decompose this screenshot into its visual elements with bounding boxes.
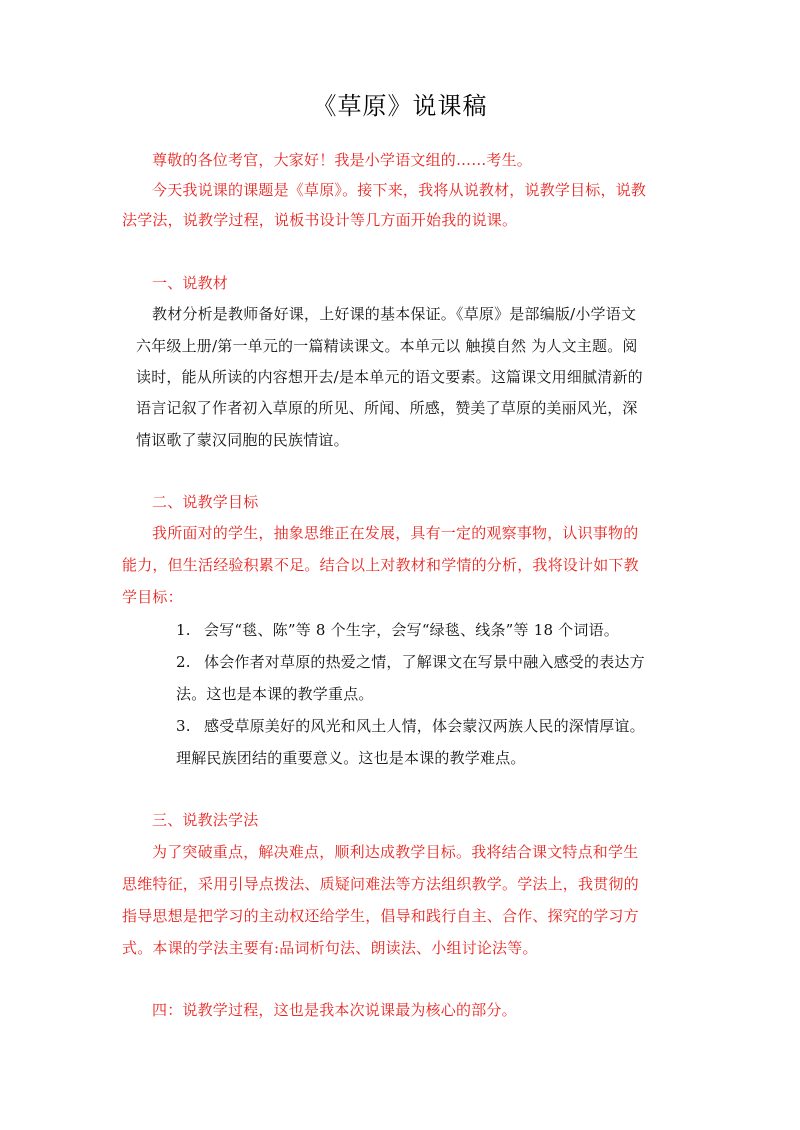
goal-item-1	[176, 620, 619, 640]
intro-line-2: 今天我说课的课题是《草原》。接下来，我将从说教材，说教学目标，说教	[152, 181, 647, 199]
section-2-line-1: 我所面对的学生，抽象思维正在发展，具有一定的观察事物，认识事物的	[152, 524, 639, 542]
section-2-heading: 二、说教学目标	[152, 493, 259, 511]
section-4-heading: 四：说教学过程，这也是我本次说课最为核心的部分。	[152, 1001, 517, 1019]
goal-item-3-cont: 理解民族团结的重要意义。这也是本课的教学难点。	[176, 749, 526, 767]
goal-item-2	[176, 652, 645, 672]
section-1-line-2: 六年级上册/第一单元的一篇精读课文。本单元以 触摸自然 为人文主题。阅	[136, 337, 638, 355]
section-1-line-4: 语言记叙了作者初入草原的所见、所闻、所感，赞美了草原的美丽风光，深	[136, 399, 638, 417]
intro-line-1: 尊敬的各位考官，大家好！我是小学语文组的……考生。	[152, 151, 533, 169]
section-3-heading: 三、说教法学法	[152, 811, 259, 829]
goal-item-2-cont: 法。这也是本课的教学重点。	[176, 685, 374, 703]
section-1-line-3: 读时，能从所读的内容想开去/是本单元的语文要素。这篇课文用细腻清新的	[136, 368, 643, 386]
section-2-line-3: 学目标：	[122, 588, 183, 606]
section-1-line-5: 情讴歌了蒙汉同胞的民族情谊。	[136, 431, 349, 449]
section-2-line-2: 能力，但生活经验积累不足。结合以上对教材和学情的分析，我将设计如下教	[122, 556, 639, 574]
goal-item-3	[176, 716, 645, 736]
goal-text: 会写“毯、陈”等 8 个生字，会写“绿毯、线条”等 18 个词语。	[204, 621, 619, 639]
goal-text: 体会作者对草原的热爱之情，了解课文在写景中融入感受的表达方	[204, 653, 645, 671]
intro-line-3: 法学法，说教学过程，说板书设计等几方面开始我的说课。	[122, 211, 518, 229]
section-3-line-4: 式。本课的学法主要有:品词析句法、朗读法、小组讨论法等。	[122, 939, 538, 957]
goal-number: 1.	[176, 621, 191, 639]
goal-text: 感受草原美好的风光和风土人情，体会蒙汉两族人民的深情厚谊。	[204, 717, 645, 735]
goal-number: 2.	[176, 653, 191, 671]
section-1-line-1: 教材分析是教师备好课，上好课的基本保证。《草原》是部编版/小学语文	[152, 305, 637, 323]
goal-number: 3.	[176, 717, 191, 735]
section-1-heading: 一、说教材	[152, 274, 229, 292]
section-3-line-3: 指导思想是把学习的主动权还给学生，倡导和践行自主、合作、探究的学习方	[122, 907, 639, 925]
section-3-line-2: 思维特征，采用引导点拨法、质疑问难法等方法组织教学。学法上，我贯彻的	[122, 875, 639, 893]
section-3-line-1: 为了突破重点，解决难点，顺利达成教学目标。我将结合课文特点和学生	[152, 843, 639, 861]
page-title: 《草原》说课稿	[312, 92, 488, 120]
